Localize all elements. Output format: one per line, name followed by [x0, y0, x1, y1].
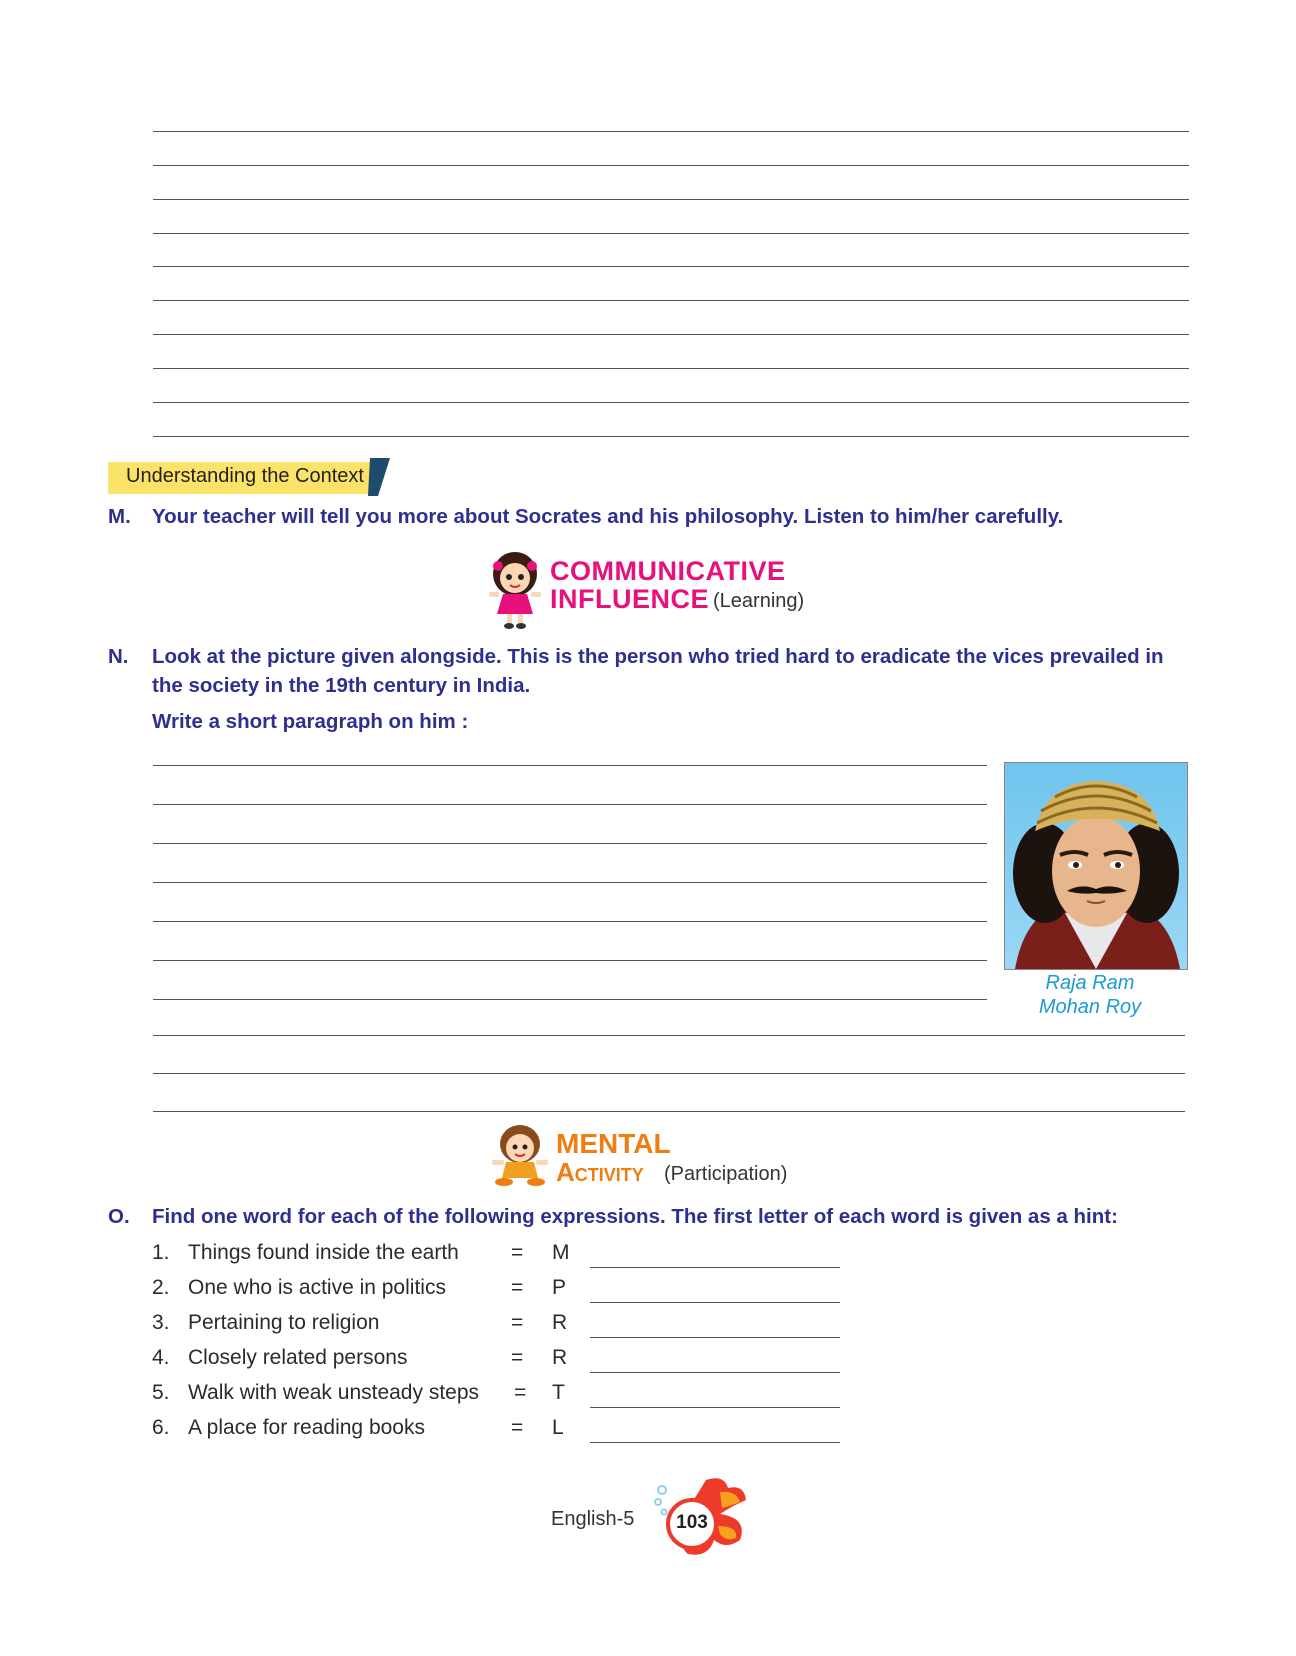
question-n-line1: Look at the picture given alongside. This is the person who tried hard to eradicate the vices prevailed in [152, 645, 1164, 668]
tag-flag-icon [368, 458, 390, 496]
mental-subtitle: (Participation) [664, 1163, 788, 1185]
writing-line[interactable] [153, 882, 987, 883]
portrait-caption-line1: Raja Ram [1045, 972, 1135, 994]
boy-mascot-icon [490, 1122, 550, 1188]
writing-line[interactable] [153, 1073, 1185, 1074]
question-n-line2: the society in the 19th century in India. [152, 674, 531, 697]
item-text: Things found inside the earth [188, 1241, 459, 1264]
item-text: A place for reading books [188, 1416, 425, 1439]
answer-line[interactable] [590, 1407, 840, 1408]
answer-line[interactable] [590, 1267, 840, 1268]
item-number: 3. [152, 1311, 170, 1334]
question-n-instruction: Write a short paragraph on him : [152, 710, 469, 733]
answer-line[interactable] [590, 1302, 840, 1303]
writing-line[interactable] [153, 1035, 1185, 1036]
writing-line[interactable] [153, 436, 1189, 437]
item-hint: M [552, 1241, 570, 1264]
item-hint: R [552, 1311, 568, 1334]
item-number: 2. [152, 1276, 170, 1299]
question-m-letter: M. [108, 505, 131, 528]
writing-line[interactable] [153, 131, 1189, 132]
writing-line[interactable] [153, 960, 987, 961]
item-equals: = [511, 1311, 524, 1334]
writing-line[interactable] [153, 233, 1189, 234]
writing-line[interactable] [153, 266, 1189, 267]
question-o-text: Find one word for each of the following expressions. The first letter of each word is given as a hint: [152, 1205, 1118, 1228]
item-text: Pertaining to religion [188, 1311, 380, 1334]
writing-line[interactable] [153, 765, 987, 766]
writing-line[interactable] [153, 300, 1189, 301]
mental-title-line1: MENTAL [556, 1128, 671, 1159]
question-o-letter: O. [108, 1205, 130, 1228]
item-hint: T [552, 1381, 565, 1404]
writing-line[interactable] [153, 921, 987, 922]
item-equals: = [514, 1381, 527, 1404]
item-equals: = [511, 1276, 524, 1299]
writing-line[interactable] [153, 402, 1189, 403]
item-number: 1. [152, 1241, 170, 1264]
item-text: Walk with weak unsteady steps [188, 1381, 480, 1404]
item-text: Closely related persons [188, 1346, 408, 1369]
question-m-text: Your teacher will tell you more about Socrates and his philosophy. Listen to him/her carefully. [152, 505, 1064, 528]
item-equals: = [511, 1241, 524, 1264]
writing-line[interactable] [153, 368, 1189, 369]
item-number: 6. [152, 1416, 170, 1439]
answer-line[interactable] [590, 1442, 840, 1443]
communicative-title-line2: INFLUENCE [550, 584, 709, 614]
item-hint: R [552, 1346, 568, 1369]
writing-line[interactable] [153, 199, 1189, 200]
item-hint: P [552, 1276, 567, 1299]
item-number: 4. [152, 1346, 170, 1369]
communicative-title-line1: COMMUNICATIVE [550, 556, 786, 586]
item-equals: = [511, 1346, 524, 1369]
portrait-caption-line2: Mohan Roy [1038, 996, 1142, 1018]
writing-line[interactable] [153, 999, 987, 1000]
writing-line[interactable] [153, 334, 1189, 335]
writing-line[interactable] [153, 165, 1189, 166]
answer-line[interactable] [590, 1372, 840, 1373]
item-text: One who is active in politics [188, 1276, 446, 1299]
girl-mascot-icon [486, 548, 544, 630]
page-number: 103 [676, 1512, 708, 1533]
item-hint: L [552, 1416, 564, 1439]
footer-book-title: English-5 [551, 1508, 635, 1530]
writing-line[interactable] [153, 804, 987, 805]
answer-line[interactable] [590, 1337, 840, 1338]
writing-line[interactable] [153, 1111, 1185, 1112]
portrait-image [1004, 762, 1188, 970]
section-tag: Understanding the Context [126, 465, 364, 487]
item-number: 5. [152, 1381, 170, 1404]
writing-line[interactable] [153, 843, 987, 844]
item-equals: = [511, 1416, 524, 1439]
communicative-subtitle: (Learning) [713, 590, 805, 612]
question-n-letter: N. [108, 645, 129, 668]
mental-title-line2: Activity [556, 1157, 644, 1187]
